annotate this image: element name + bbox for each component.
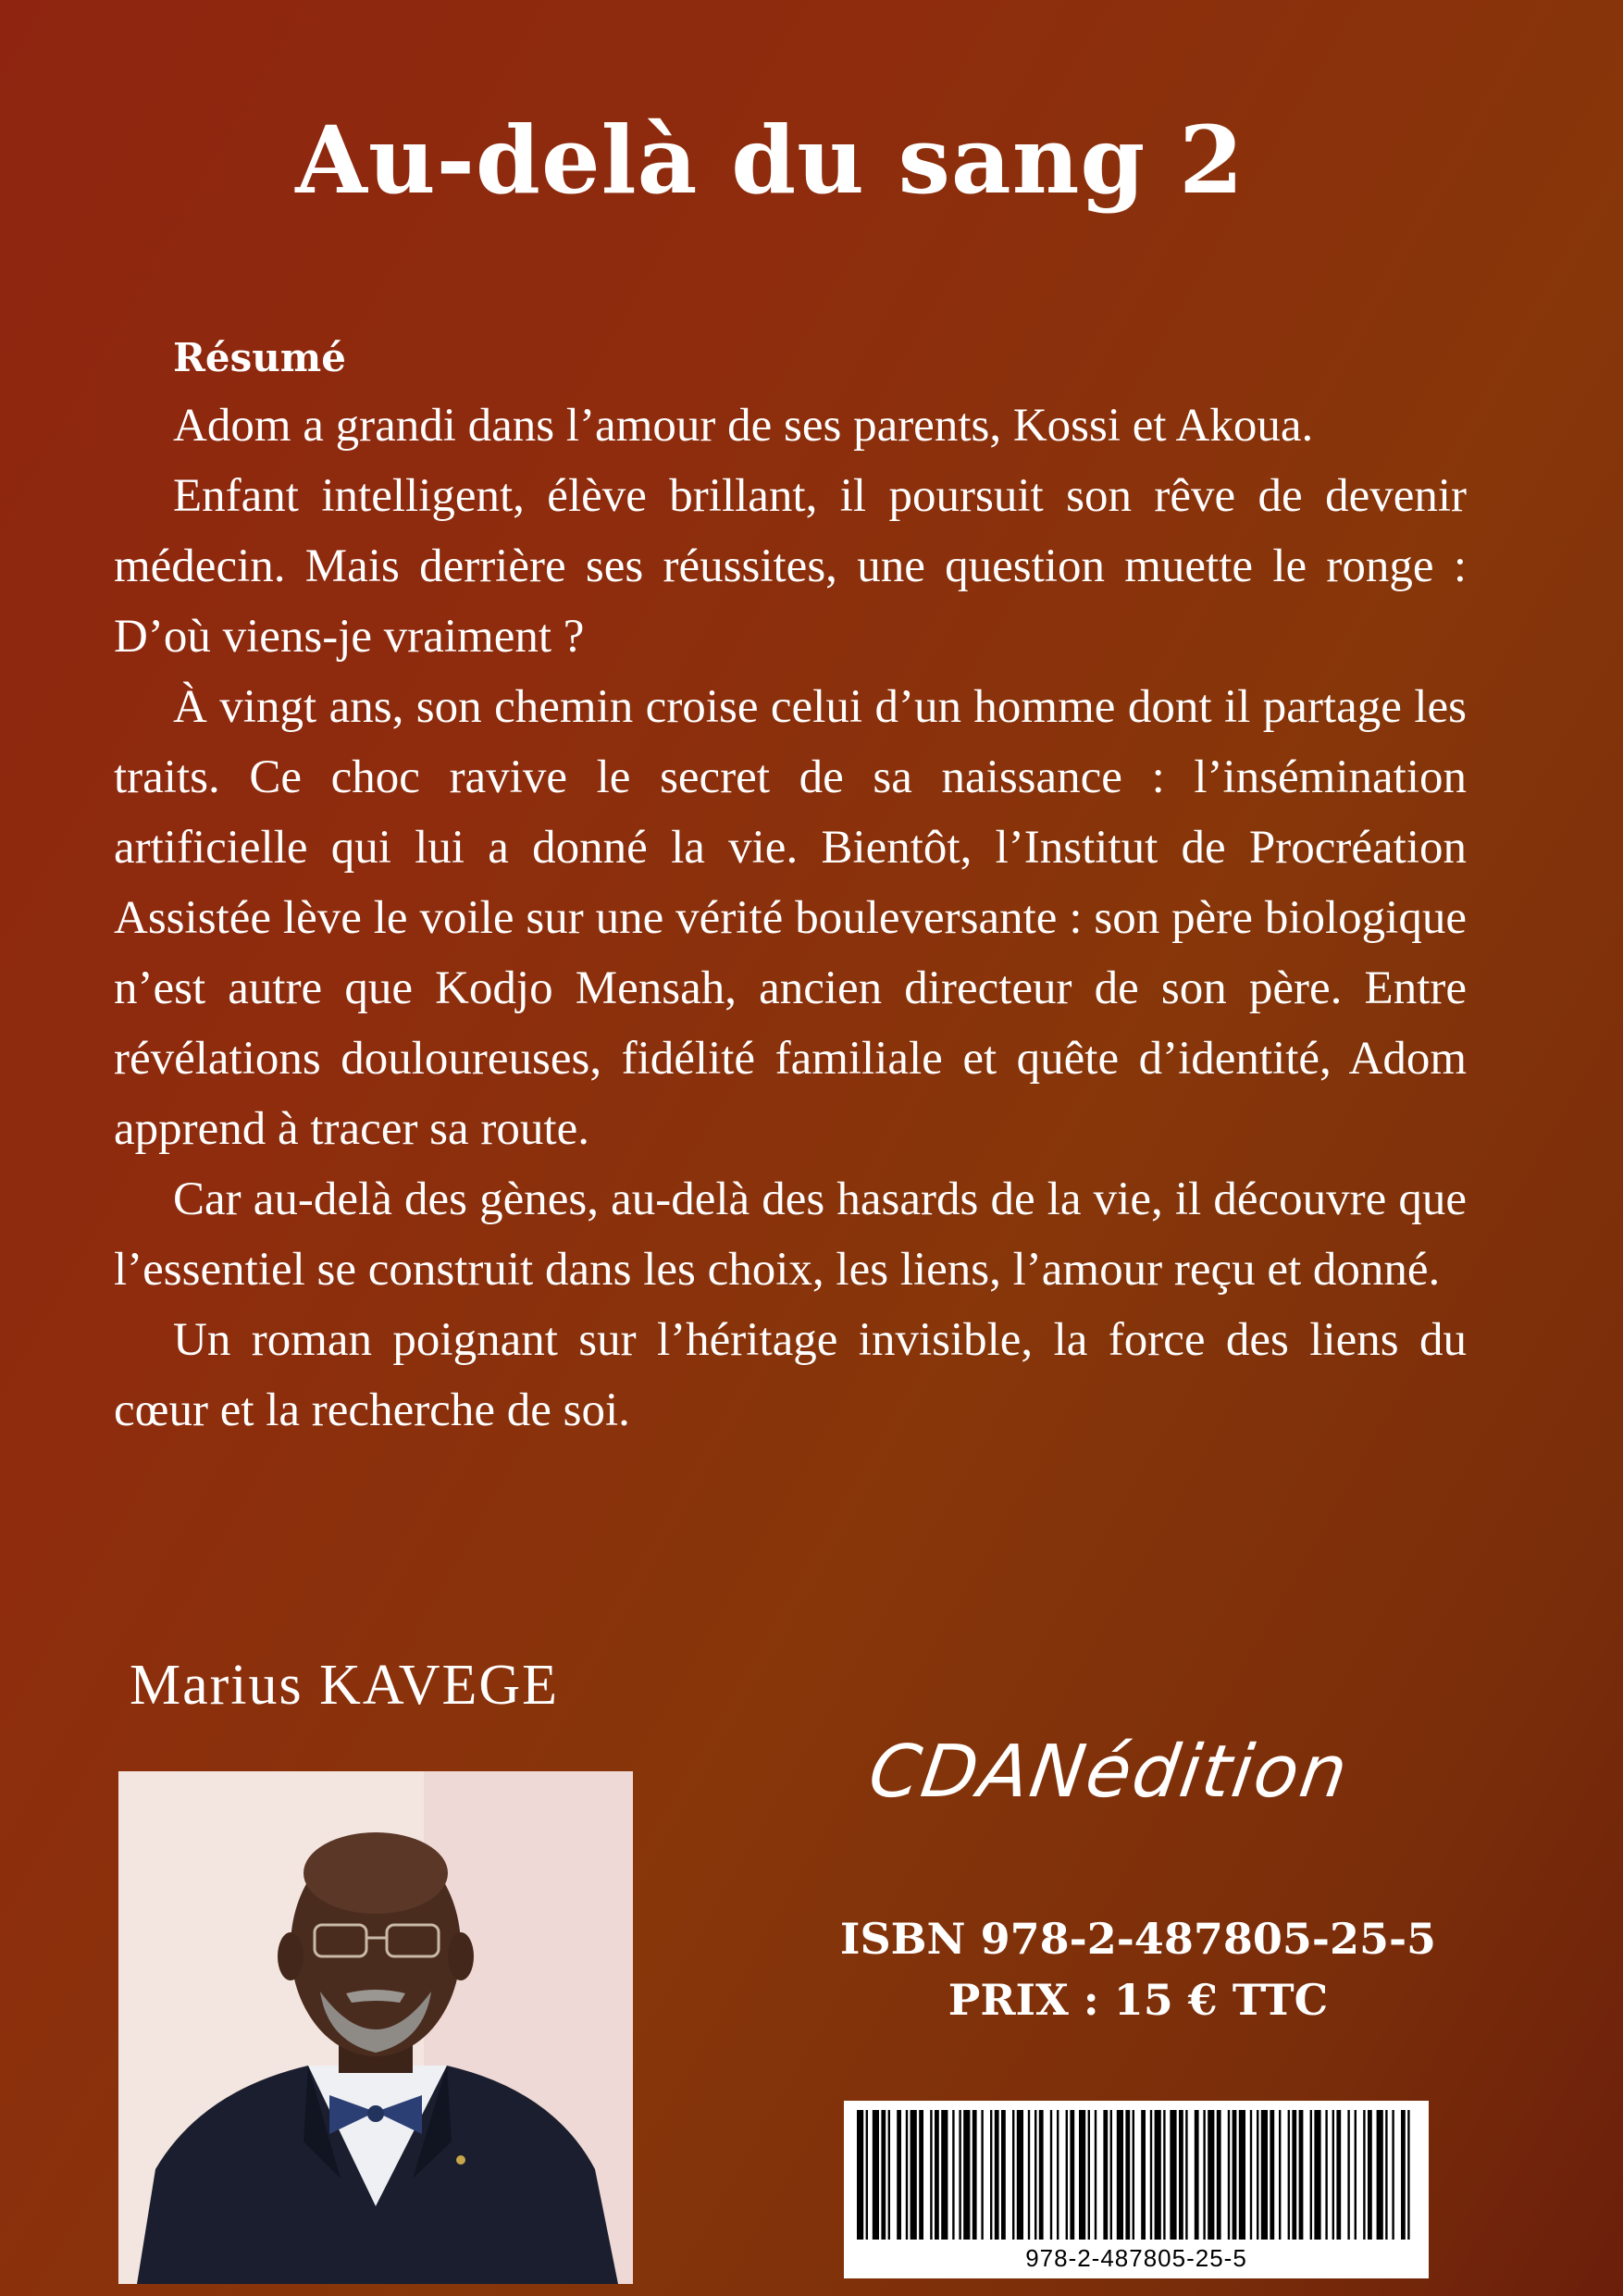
summary-block — [114, 326, 1467, 1446]
summary-paragraph: À vingt ans, son chemin croise celui d’un homme dont il partage les traits. Ce choc ravive le secret de sa naissance : l’insémination artificielle qui lui a donné la vie. Bientôt, l’Institut de Procréation Assistée lève le voile sur une vérité bouleversante : son père biologique n’est autre que Kodjo Mensah, ancien directeur de son père. Entre révélations douloureuses, fidélité familiale et quête d’identité, Adom apprend à tracer sa route. — [114, 681, 1467, 1155]
publisher-logo: CDANédition — [863, 1731, 1355, 1814]
barcode-bars — [853, 2110, 1419, 2240]
author-name: Marius KAVEGE — [130, 1654, 559, 1717]
price-text: PRIX : 15 € TTC — [948, 1975, 1329, 2025]
book-title: Au-delà du sang 2 — [295, 105, 1245, 215]
summary-paragraph: Car au-delà des gènes, au-delà des hasards de la vie, il découvre que l’essentiel se construit dans les choix, les liens, l’amour reçu et donné. — [114, 1173, 1467, 1296]
author-portrait-illustration — [118, 1771, 633, 2284]
summary-paragraph: Adom a grandi dans l’amour de ses parents, Kossi et Akoua. — [173, 400, 1314, 452]
isbn-text: ISBN 978-2-487805-25-5 — [839, 1914, 1437, 1964]
summary-paragraph: Enfant intelligent, élève brillant, il poursuit son rêve de devenir médecin. Mais derrière ses réussites, une question muette le ronge : D’où viens-je vraiment ? — [114, 470, 1467, 663]
summary-paragraph: Un roman poignant sur l’héritage invisible, la force des liens du cœur et la recherche de soi. — [114, 1314, 1467, 1436]
author-photo — [118, 1771, 633, 2284]
barcode-number: 978-2-487805-25-5 — [1025, 2244, 1247, 2272]
summary-heading: Résumé — [173, 335, 346, 380]
barcode — [844, 2101, 1429, 2278]
